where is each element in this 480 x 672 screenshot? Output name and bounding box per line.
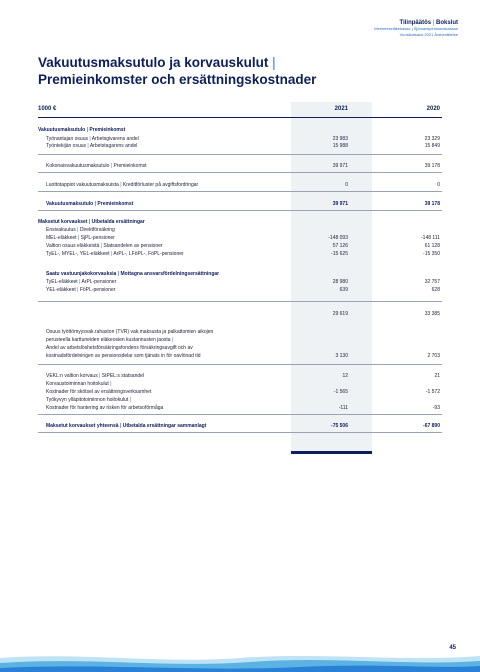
label-separator: |	[93, 201, 98, 207]
page-title	[38, 54, 438, 88]
label-separator: |	[109, 163, 114, 169]
value-2020: -93	[432, 405, 440, 411]
row-label	[46, 287, 115, 294]
value-2021: -1 565	[333, 389, 348, 395]
label-separator: |	[109, 251, 114, 257]
row-label	[46, 405, 163, 412]
row-label-fi: Osuus työttömyysvak.rahaston (TVR) vak.maksusta ja palkattomien aikojen	[46, 329, 214, 335]
value-2021: 29 619	[332, 311, 348, 317]
label-separator: |	[86, 143, 90, 149]
row-label	[46, 182, 198, 189]
value-2020: 23 329	[424, 136, 440, 142]
row-label-fi: YEL-eläkkeet	[46, 287, 76, 293]
value-2020: 628	[431, 287, 440, 293]
row-label	[46, 143, 137, 150]
row-label-sv: Statsandelen av pensioner	[103, 243, 163, 249]
value-2021: 23 983	[332, 136, 348, 142]
value-2020: 32 757	[424, 279, 440, 285]
row-label	[46, 373, 144, 380]
row-label-fi: Vakuutusmaksutulo	[38, 127, 86, 133]
row-label	[46, 329, 213, 336]
row-label-fi: TyEL-, MYEL-, YEL-eläkkeet	[46, 251, 110, 257]
row-label	[46, 235, 115, 242]
row-label	[46, 423, 206, 430]
value-2021: 12	[342, 373, 348, 379]
label-separator: |	[116, 271, 121, 277]
row-label	[46, 227, 115, 234]
table-row	[38, 287, 442, 294]
table-row	[38, 389, 442, 396]
row-label-fi: Maksetut korvaukset yhteensä	[46, 423, 119, 429]
row-label-fi: Työkyvyn ylläpitotoiminnon hoitokulut	[46, 397, 129, 403]
value-2020: 2 703	[427, 353, 440, 359]
table-row	[38, 143, 442, 150]
value-2020: 15 849	[424, 143, 440, 149]
table-row	[38, 353, 442, 360]
row-label	[46, 381, 112, 388]
value-2021: 39 971	[332, 201, 348, 207]
row-label-sv: SjPL-pensioner	[80, 235, 115, 241]
table-header	[38, 102, 442, 116]
row-label-fi: Maksetut korvaukset	[38, 219, 88, 225]
row-label	[46, 136, 139, 143]
row-label-fi: MEL-eläkkeet	[46, 235, 77, 241]
label-separator: |	[128, 397, 131, 403]
value-2020: -148 111	[421, 235, 440, 241]
row-label-sv: ArPL-, LFöPL-, FöPL-pensioner	[113, 251, 184, 257]
row-label-sv: Kreditförluster på avgiftsfordringar	[122, 182, 199, 188]
footer-wave	[0, 648, 480, 672]
unit-label: 1000 €	[38, 106, 57, 112]
row-label-sv: Utbetalda ersättningar	[91, 219, 145, 225]
row-label-fi: Luottotappiot vakuutusmaksuista	[46, 182, 119, 188]
header-report: Vuosikatsaus 2021 Årsberättelse	[399, 31, 458, 37]
column-2020: 2020	[426, 106, 440, 112]
row-label	[46, 389, 151, 396]
label-separator: |	[108, 381, 112, 387]
row-label-fi: Korvaustoiminnan hoitokulut	[46, 381, 109, 387]
row-label	[46, 337, 173, 344]
row-label-fi: TyEL-eläkkeet	[46, 279, 78, 285]
row-rule	[38, 172, 442, 173]
row-label-fi: Työnantajan osuus	[46, 136, 88, 142]
label-separator: |	[77, 279, 82, 285]
title-fi: Vakuutusmaksutulo ja korvauskulut	[38, 55, 269, 70]
value-2021: 15 988	[332, 143, 348, 149]
row-label	[46, 345, 193, 352]
value-2021: 0	[345, 182, 348, 188]
table-row	[38, 345, 442, 352]
table-row	[38, 227, 442, 234]
label-separator: |	[118, 182, 123, 188]
row-label-fi: kostnadsfördelningen av pensionsdelar som tjänats in för oavlönad tid	[46, 353, 201, 359]
value-2021: 57 126	[332, 243, 348, 249]
header-separator: |	[432, 20, 435, 26]
label-separator: |	[75, 287, 80, 293]
row-label-fi: Andel av arbetslöshetsförsäkringsfondens försäkringsavgift och av	[46, 345, 193, 351]
row-label	[46, 243, 163, 250]
value-2020: 39 178	[424, 201, 440, 207]
row-label-fi: Ensivakuutus	[46, 227, 76, 233]
row-label-sv: Arbetstagarens andel	[89, 143, 138, 149]
label-separator: |	[76, 235, 81, 241]
table-row	[38, 182, 442, 189]
row-label-fi: Kokonaisvakuutusmaksutulo	[46, 163, 110, 169]
title-separator: |	[272, 55, 276, 70]
row-label-sv: Premieinkomst	[89, 127, 126, 133]
value-2020: 61 128	[424, 243, 440, 249]
table-row	[38, 201, 442, 208]
value-2020: -15 350	[423, 251, 440, 257]
row-label-fi: VEKL:n valtion korvaus	[46, 373, 98, 379]
row-rule	[38, 364, 442, 365]
table-row	[38, 405, 442, 412]
table-row	[38, 423, 442, 430]
table-row	[38, 235, 442, 242]
table-row	[38, 279, 442, 286]
row-label-sv: Premieinkomst	[97, 201, 134, 207]
header-org: Merimieseläkekassa | Sjömanspensionskassan	[374, 26, 458, 31]
row-label	[46, 251, 184, 258]
row-rule	[38, 210, 442, 211]
table-row	[38, 337, 442, 344]
header-title-sv: Bokslut	[435, 20, 458, 26]
value-2020: -67 890	[423, 423, 440, 429]
row-label-sv: Direktförsäkring	[79, 227, 115, 233]
table-row	[38, 373, 442, 380]
row-label	[46, 163, 147, 170]
header-rule	[38, 117, 442, 118]
row-label-fi: Saatu vastuunjakokorvauksia	[46, 271, 117, 277]
value-2021: 3 130	[335, 353, 348, 359]
value-2020: -1 572	[425, 389, 440, 395]
row-label	[38, 127, 125, 134]
table-row	[38, 243, 442, 250]
table-row	[38, 219, 442, 226]
value-2020: 0	[437, 182, 440, 188]
row-rule	[38, 432, 442, 433]
page-header	[374, 20, 458, 37]
value-2021: 639	[339, 287, 348, 293]
table-row	[38, 397, 442, 404]
table-row	[38, 136, 442, 143]
row-label-sv: StPEL:s statsandel	[101, 373, 145, 379]
label-separator: |	[85, 127, 90, 133]
current-year-underline	[291, 451, 372, 454]
row-label-sv: Mottagna ansvarsfördelningsersättningar	[120, 271, 220, 277]
row-label-sv: FöPL-pensioner	[79, 287, 116, 293]
value-2020: 21	[434, 373, 440, 379]
row-label	[38, 219, 145, 226]
table-row	[38, 127, 442, 134]
row-label	[46, 201, 133, 208]
table-row	[38, 329, 442, 336]
value-2021: 39 971	[332, 163, 348, 169]
row-label	[46, 397, 131, 404]
table-row	[38, 381, 442, 388]
row-label	[46, 353, 201, 360]
row-label-fi: Valtion osuus eläkkeistä	[46, 243, 100, 249]
label-separator: |	[75, 227, 80, 233]
label-separator: |	[87, 136, 92, 142]
page-number: 45	[449, 645, 456, 651]
row-label-sv: Arbetsgivarens andel	[91, 136, 139, 142]
row-label	[46, 279, 116, 286]
value-2021: -15 625	[331, 251, 348, 257]
row-label	[46, 271, 219, 278]
label-separator: |	[170, 337, 174, 343]
row-label-sv: Utbetalda ersättningar sammanlagt	[122, 423, 207, 429]
row-label-sv: ArPL-pensioner	[81, 279, 117, 285]
row-rule	[38, 414, 442, 415]
row-rule	[38, 301, 442, 302]
label-separator: |	[99, 243, 104, 249]
table-row	[38, 163, 442, 170]
label-separator: |	[97, 373, 102, 379]
row-label-fi: Kostnader för skötsel av ersättningsverksamhet	[46, 389, 152, 395]
table-row	[38, 311, 442, 318]
title-sv: Premieinkomster och ersättningskostnader	[38, 72, 317, 87]
row-label-sv: Premieinkomst	[113, 163, 147, 169]
table-row	[38, 271, 442, 278]
row-label-fi: Työntekijän osuus	[46, 143, 87, 149]
row-label-fi: Kostnader för hantering av risken för arbetsoförmåga	[46, 405, 164, 411]
label-separator: |	[118, 423, 123, 429]
value-2020: 39 178	[424, 163, 440, 169]
label-separator: |	[87, 219, 92, 225]
table-row	[38, 251, 442, 258]
value-2021: -148 093	[328, 235, 348, 241]
row-label-fi: Vakuutusmaksutulo	[46, 201, 94, 207]
row-rule	[38, 191, 442, 192]
header-title-fi: Tilinpäätös	[399, 20, 432, 26]
value-2021: -75 506	[331, 423, 348, 429]
row-label-fi: perusteella karttuneiden eläkeosien kustannusten jaosta	[46, 337, 171, 343]
column-2021: 2021	[334, 106, 348, 112]
value-2021: -111	[338, 405, 348, 411]
value-2021: 28 980	[332, 279, 348, 285]
value-2020: 33 385	[424, 311, 440, 317]
row-rule	[38, 154, 442, 155]
